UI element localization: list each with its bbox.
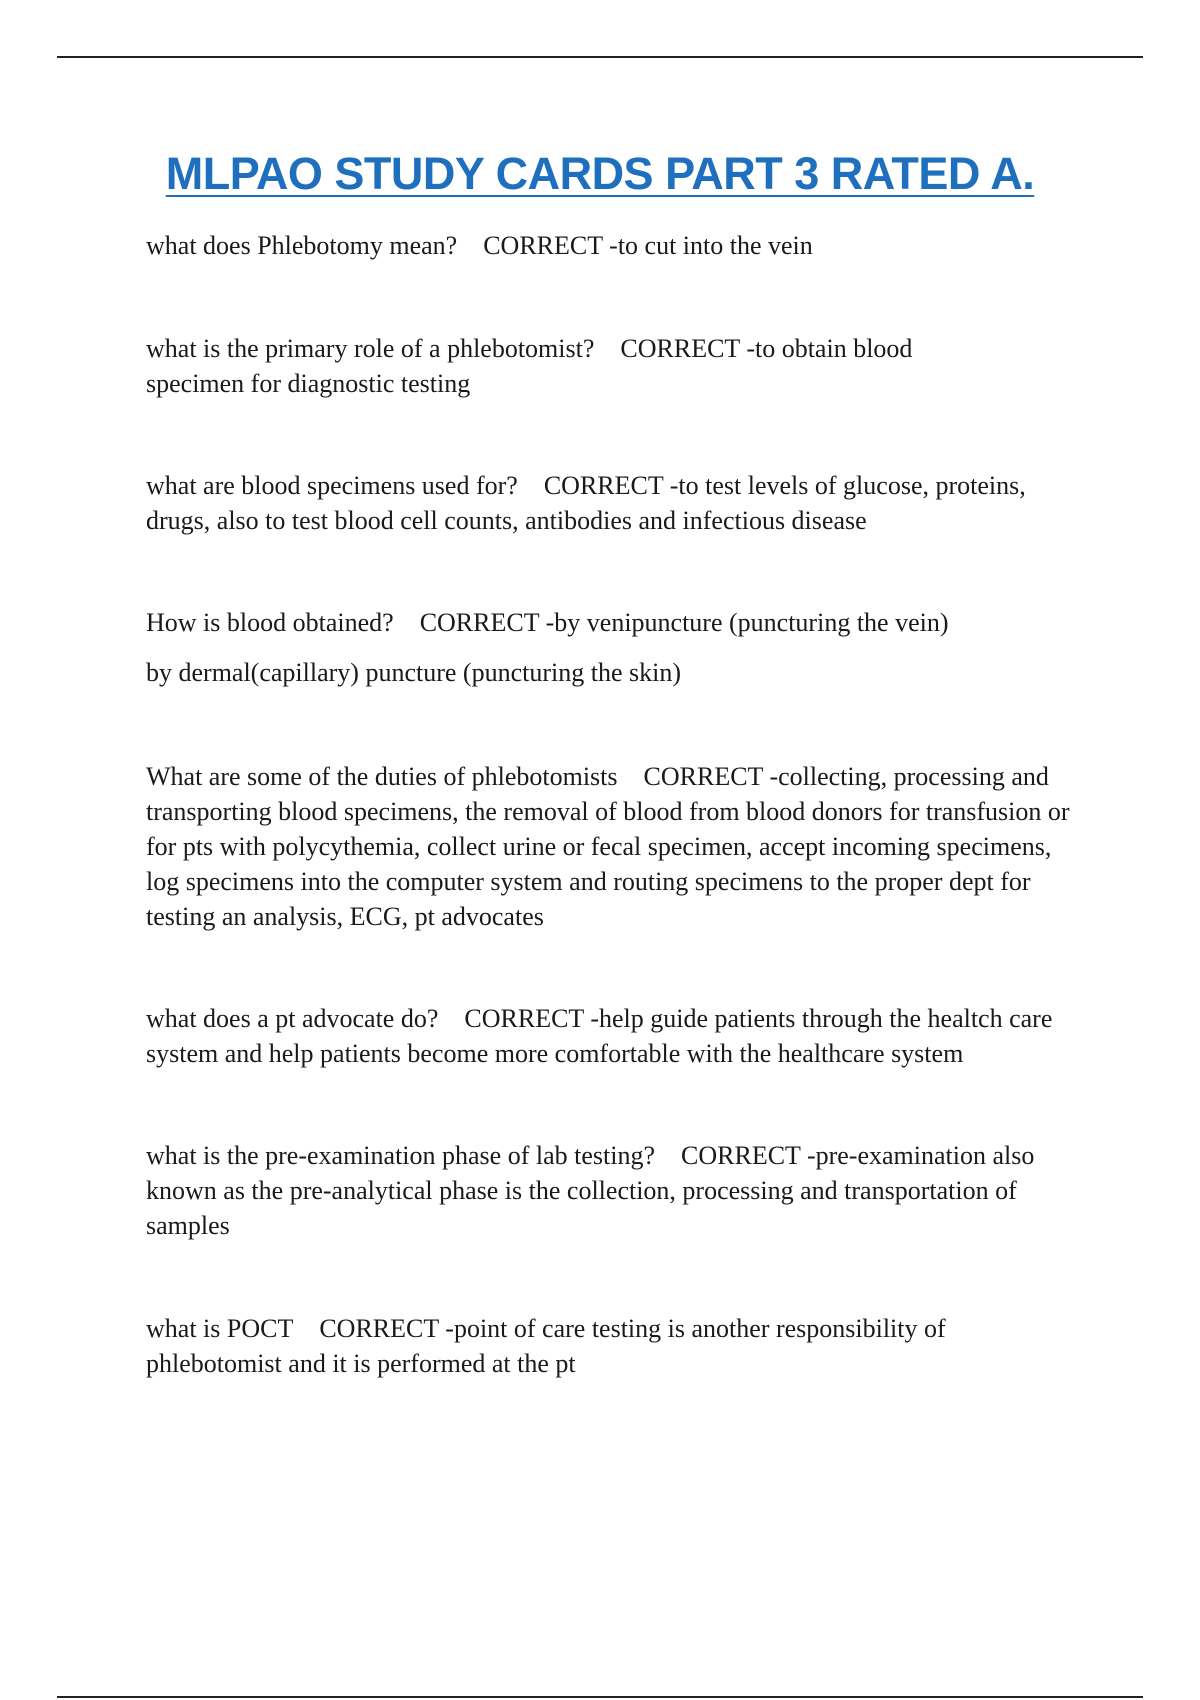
- card-answer-continued: by dermal(capillary) puncture (puncturing the skin): [146, 658, 681, 687]
- page-title: [0, 148, 1200, 200]
- card-question: what are blood specimens used for?: [146, 471, 518, 500]
- study-card: [146, 331, 946, 401]
- card-answer: CORRECT -collecting, processing and transporting blood specimens, the removal of blood from blood donors for transfusion or for pts with polycythemia, collect urine or fecal specimen, accept incoming specimens, log specimens into the computer system and routing specimens to the proper dept for testing an analysis, ECG, pt advocates: [146, 762, 1070, 931]
- study-card: [146, 468, 1056, 538]
- study-card: [146, 605, 949, 690]
- card-question: what is the pre-examination phase of lab testing?: [146, 1141, 656, 1170]
- card-question: what does a pt advocate do?: [146, 1004, 439, 1033]
- card-question: What are some of the duties of phlebotomists: [146, 762, 618, 791]
- card-question: How is blood obtained?: [146, 608, 394, 637]
- card-answer: CORRECT -pre-examination also known as the pre-analytical phase is the collection, processing and transportation of samples: [146, 1141, 1035, 1240]
- study-card: [146, 759, 1091, 934]
- card-answer: CORRECT -help guide patients through the healtch care system and help patients become more comfortable with the healthcare system: [146, 1004, 1053, 1068]
- study-card: [146, 1001, 1096, 1071]
- card-answer: CORRECT -point of care testing is another responsibility of phlebotomist and it is performed at the pt: [146, 1314, 946, 1378]
- study-card: [146, 1138, 1071, 1243]
- card-answer: CORRECT -to cut into the vein: [483, 231, 813, 260]
- study-card: [146, 228, 813, 263]
- card-question: what is the primary role of a phlebotomist?: [146, 334, 595, 363]
- card-question: what is POCT: [146, 1314, 294, 1343]
- card-question: what does Phlebotomy mean?: [146, 231, 458, 260]
- page-title-text: MLPAO STUDY CARDS PART 3 RATED A.: [165, 148, 1035, 199]
- card-answer: CORRECT -to obtain blood specimen for diagnostic testing: [146, 334, 913, 398]
- card-answer: CORRECT -by venipuncture (puncturing the vein): [419, 608, 949, 637]
- card-answer: CORRECT -to test levels of glucose, proteins, drugs, also to test blood cell counts, antibodies and infectious disease: [146, 471, 1026, 535]
- top-rule: [57, 56, 1143, 58]
- bottom-rule: [57, 1696, 1143, 1698]
- study-card: [146, 1311, 1046, 1381]
